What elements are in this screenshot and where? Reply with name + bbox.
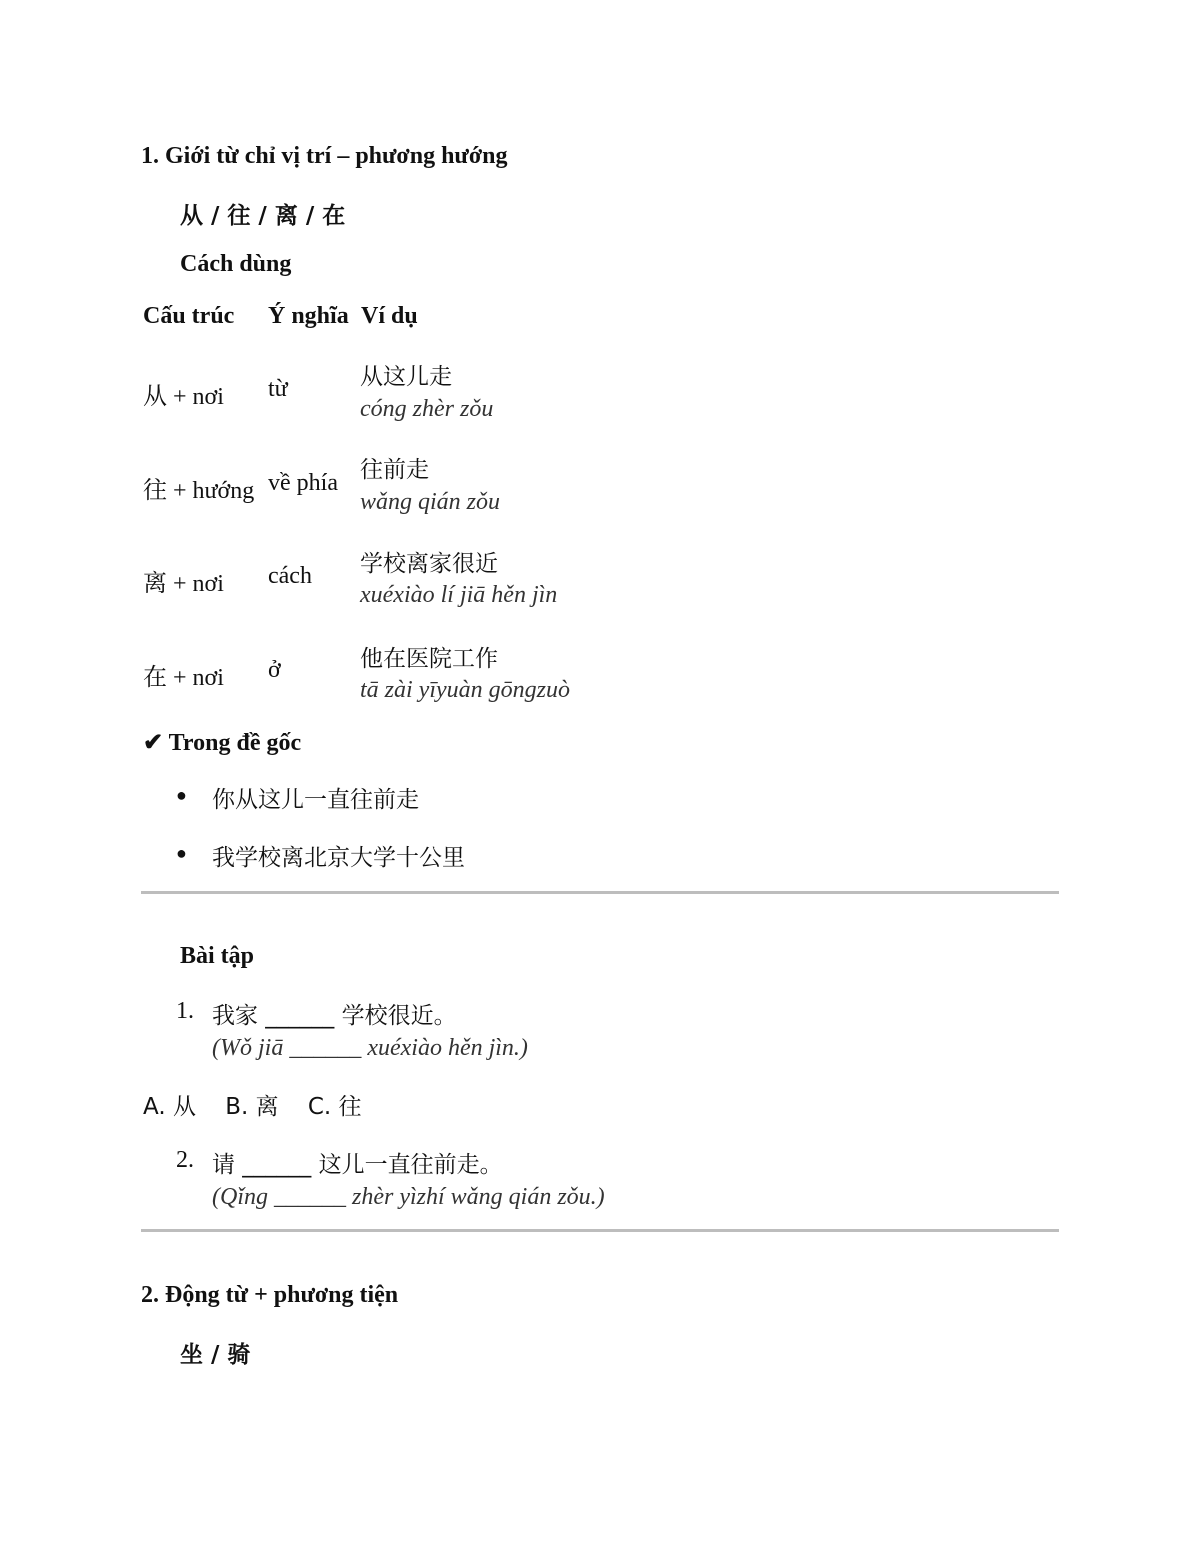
bullet-icon: ● bbox=[176, 785, 187, 805]
list-item: 你从这儿一直往前走 bbox=[212, 787, 419, 813]
table-row-pinyin: wǎng qián zǒu bbox=[360, 489, 501, 515]
table-row-meaning: cách bbox=[268, 563, 312, 589]
table-row-pinyin: xuéxiào lí jiā hěn jìn bbox=[360, 582, 558, 608]
exercise-question: 请 ______ 这儿一直往前走。 bbox=[212, 1152, 503, 1178]
original-exam-label: ✔ Trong đề gốc bbox=[143, 730, 302, 756]
table-row-structure: 离 + nơi bbox=[143, 571, 224, 597]
table-row-example: 往前走 bbox=[360, 457, 429, 483]
exercise-number: 1. bbox=[176, 998, 194, 1024]
table-header-structure: Cấu trúc bbox=[143, 303, 235, 329]
exercise-number: 2. bbox=[176, 1147, 194, 1173]
table-row-example: 他在医院工作 bbox=[360, 646, 498, 672]
bullet-icon: ● bbox=[176, 843, 187, 863]
exercise-question: 我家 ______ 学校很近。 bbox=[212, 1003, 457, 1029]
exercise-title: Bài tập bbox=[180, 943, 255, 969]
table-row-meaning: về phía bbox=[268, 470, 338, 496]
exercise-pinyin: (Qǐng ______ zhèr yìzhí wǎng qián zǒu.) bbox=[212, 1184, 605, 1210]
table-row-meaning: ở bbox=[268, 657, 281, 683]
table-row-structure: 在 + nơi bbox=[143, 665, 224, 691]
table-header-meaning: Ý nghĩa bbox=[268, 303, 349, 329]
table-row-pinyin: tā zài yīyuàn gōngzuò bbox=[360, 677, 570, 703]
section2-words: 坐 / 骑 bbox=[180, 1342, 251, 1368]
table-row-structure: 往 + hướng bbox=[143, 478, 255, 504]
exercise-options: A. 从 B. 离 C. 往 bbox=[143, 1094, 362, 1120]
divider bbox=[141, 1229, 1059, 1232]
table-row-pinyin: cóng zhèr zǒu bbox=[360, 396, 494, 422]
table-row-structure: 从 + nơi bbox=[143, 384, 224, 410]
table-header-example: Ví dụ bbox=[361, 303, 418, 329]
table-row-meaning: từ bbox=[268, 376, 288, 402]
section1-words: 从 / 往 / 离 / 在 bbox=[180, 203, 346, 229]
section2-heading: 2. Động từ + phương tiện bbox=[141, 1282, 399, 1308]
table-row-example: 从这儿走 bbox=[360, 364, 452, 390]
table-row-example: 学校离家很近 bbox=[360, 551, 498, 577]
divider bbox=[141, 891, 1059, 894]
usage-label: Cách dùng bbox=[180, 251, 292, 277]
exercise-pinyin: (Wǒ jiā ______ xuéxiào hěn jìn.) bbox=[212, 1035, 528, 1061]
section1-heading: 1. Giới từ chỉ vị trí – phương hướng bbox=[141, 143, 508, 169]
list-item: 我学校离北京大学十公里 bbox=[212, 845, 465, 871]
